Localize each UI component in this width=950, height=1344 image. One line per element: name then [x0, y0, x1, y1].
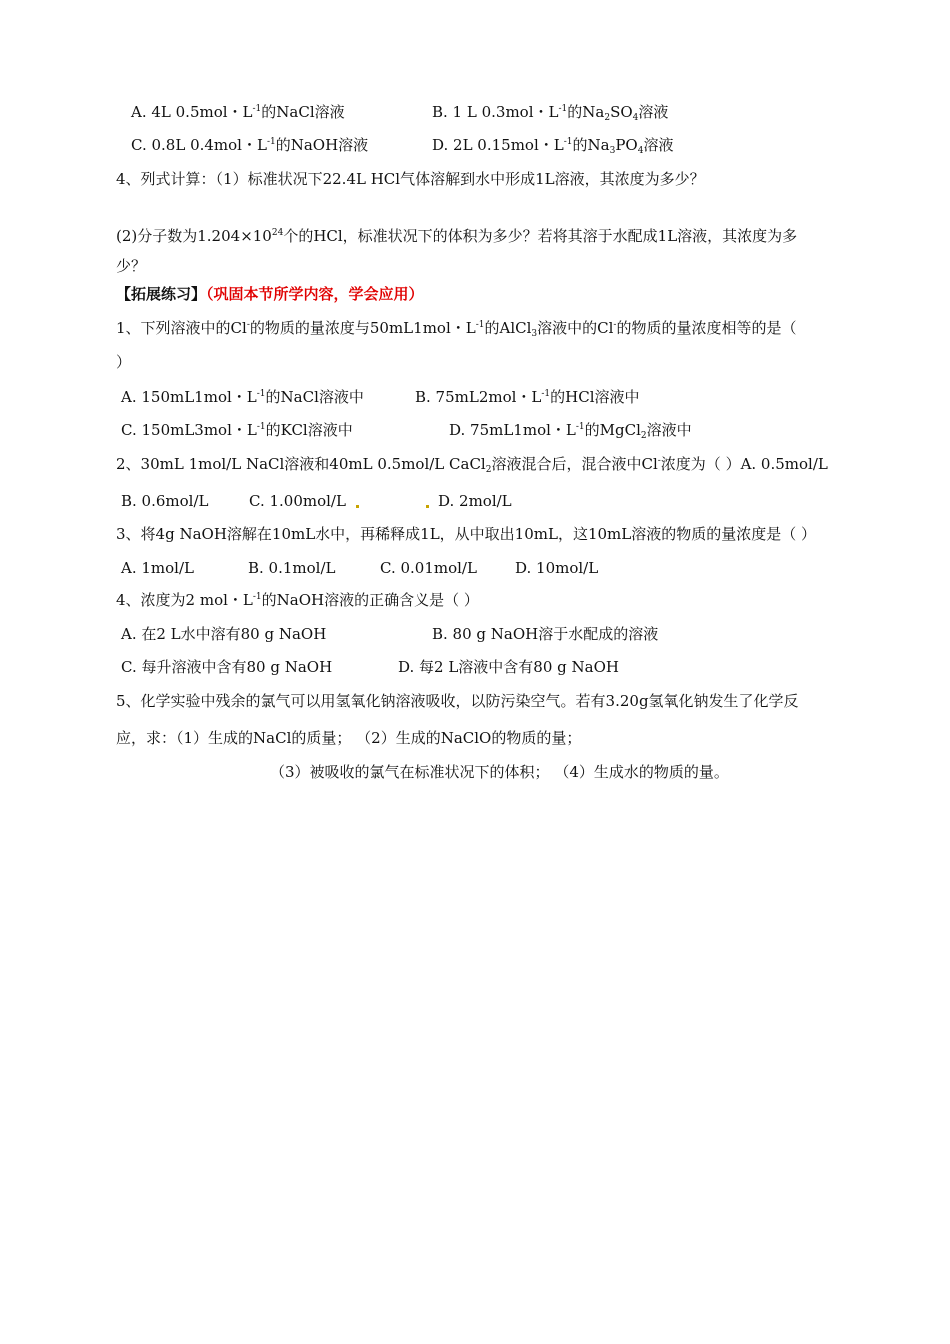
ex5-line-3: （3）被吸收的氯气在标准状况下的体积； （4）生成水的物质的量。	[270, 763, 729, 781]
q4-line-3: 少？	[116, 257, 147, 275]
prev-q3-option-d: D. 2L 0.15mol・$L^{-1}$的$Na_3PO_4$溶液	[432, 136, 674, 156]
ex2-stem: 2、30mL 1mol/L NaCl溶液和40mL 0.5mol/L CaCl$_2$溶液混合后，混合液中Cl-浓度为（ ）A. 0.5mol/L	[116, 455, 828, 475]
ex1-stem-cont: ）	[116, 353, 132, 371]
ex4-option-d: D. 每2 L溶液中含有80 g NaOH	[398, 658, 619, 676]
ex5-line-1: 5、化学实验中残余的氯气可以用氢氧化钠溶液吸收，以防污染空气。若有3.20g氢氧化钠发生了化学反	[116, 692, 799, 710]
ex1-option-a: A. 150mL1mol・$L^{-1}$的NaCl溶液中	[121, 388, 364, 406]
q4-line-2: (2)分子数为$1.204\times 10^{24}$个的HCl，标准状况下的体积为多少？若将其溶于水配成1L溶液，其浓度为多	[116, 227, 798, 245]
ex4-option-a: A. 在2 L水中溶有80 g NaOH	[121, 625, 327, 643]
prev-q3-option-c: C. 0.8L 0.4mol・$L^{-1}$的NaOH溶液	[131, 136, 369, 154]
section-title: 【拓展练习】	[116, 285, 207, 303]
prev-q3-option-b: B. 1 L 0.3mol・$L^{-1}$的$Na_2SO_4$溶液	[432, 103, 669, 123]
prev-q3-option-a: A. 4L 0.5mol・$L^{-1}$的NaCl溶液	[131, 103, 345, 121]
ex4-stem: 4、浓度为2 mol・$L^{-1}$的NaOH溶液的正确含义是（ ）	[116, 591, 479, 609]
ex4-option-c: C. 每升溶液中含有80 g NaOH	[121, 658, 333, 676]
ex3-option-b: B. 0.1mol/L	[248, 559, 336, 577]
ex2-option-b: B. 0.6mol/L	[121, 492, 209, 510]
ex3-option-c: C. 0.01mol/L	[380, 559, 477, 577]
stray-mark	[356, 505, 359, 508]
ex1-option-c: C. 150mL3mol・$L^{-1}$的KCl溶液中	[121, 421, 353, 439]
ex3-option-d: D. 10mol/L	[515, 559, 599, 577]
section-note: （巩固本节所学内容，学会应用）	[206, 285, 424, 303]
stray-mark	[426, 505, 429, 508]
ex5-line-2: 应，求：（1）生成的NaCl的质量； （2）生成的NaClO的物质的量；	[116, 729, 582, 747]
q4-line-1: 4、列式计算：（1）标准状况下22.4L HCl气体溶解到水中形成1L溶液，其浓度为多少？	[116, 170, 705, 188]
ex1-option-b: B. 75mL2mol・$L^{-1}$的HCl溶液中	[415, 388, 640, 406]
ex1-option-d: D. 75mL1mol・$L^{-1}$的MgCl$_2$溶液中	[449, 421, 692, 441]
ex3-option-a: A. 1mol/L	[121, 559, 194, 577]
ex3-stem: 3、将4g NaOH溶解在10mL水中，再稀释成1L，从中取出10mL，这10mL溶液的物质的量浓度是（ ）	[116, 525, 816, 543]
ex2-option-d: D. 2mol/L	[438, 492, 512, 510]
ex2-option-c: C. 1.00mol/L	[249, 492, 346, 510]
ex1-stem: 1、下列溶液中的Cl-的物质的量浓度与50mL1mol・$L^{-1}$的AlCl$_3$溶液中的Cl-的物质的量浓度相等的是（	[116, 319, 797, 339]
section-header	[116, 284, 424, 304]
ex4-option-b: B. 80 g NaOH溶于水配成的溶液	[432, 625, 659, 643]
